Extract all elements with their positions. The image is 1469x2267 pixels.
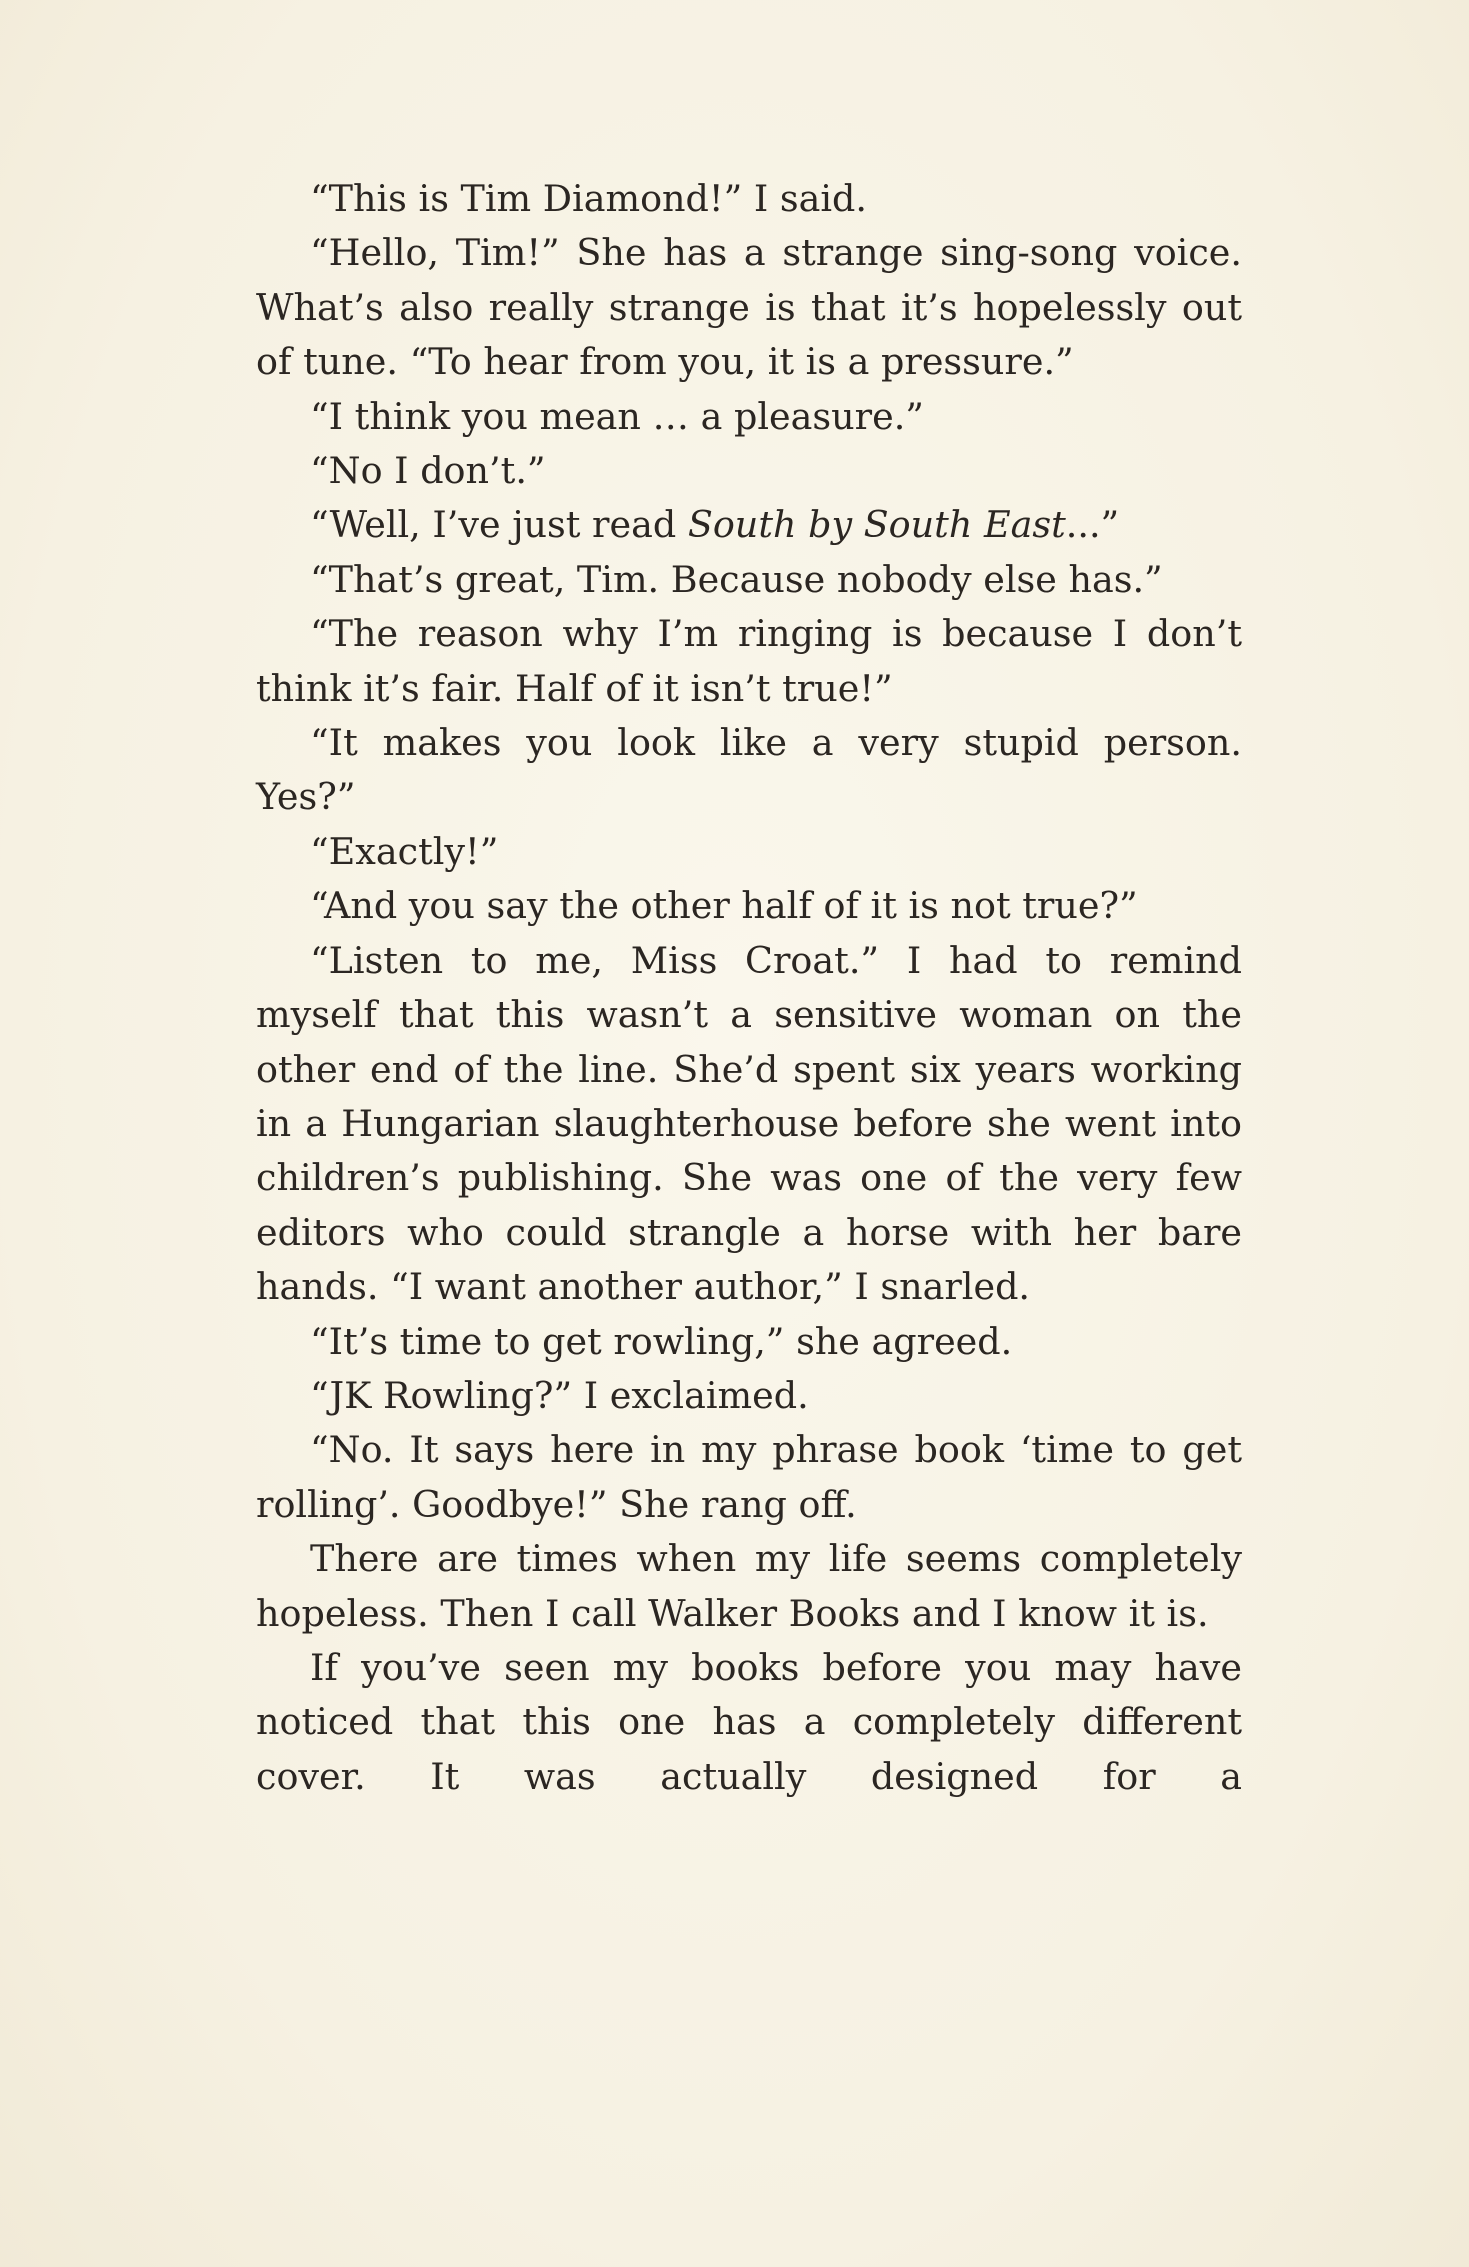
body-text bbox=[256, 172, 1242, 1804]
paragraph: If you’ve seen my books before you may have noticed that this one has a completely different cover. It was actually designed for a bbox=[256, 1645, 1242, 1798]
paragraph: “Hello, Tim!” She has a strange sing-song voice. What’s also really strange is that it’s hopelessly out of tune. “To hear from you, it is a pressure.” bbox=[256, 231, 1242, 384]
paragraph: “Exactly!” bbox=[310, 829, 499, 873]
paragraph: “That’s great, Tim. Because nobody else has.” bbox=[310, 557, 1163, 601]
paragraph: “This is Tim Diamond!” I said. bbox=[310, 177, 867, 220]
paragraph: “It makes you look like a very stupid person. Yes?” bbox=[256, 721, 1242, 819]
book-title: South by South East bbox=[687, 503, 1066, 547]
paragraph bbox=[256, 498, 1242, 552]
paragraph: “JK Rowling?” I exclaimed. bbox=[310, 1373, 809, 1417]
paragraph: “The reason why I’m ringing is because I don’t think it’s fair. Half of it isn’t true!” bbox=[256, 612, 1242, 710]
paragraph: “Listen to me, Miss Croat.” I had to remind myself that this wasn’t a sensitive woman on the other end of the line. She’d spent six years working in a Hungarian slaughterhouse before she went into children’s publishing. She was one of the very few editors who could strangle a horse with her bare hands. “I want another author,” I snarled. bbox=[256, 938, 1242, 1309]
paragraph: “No. It says here in my phrase book ‘time to get rolling’. Goodbye!” She rang off. bbox=[256, 1428, 1242, 1526]
paragraph: There are times when my life seems completely hopeless. Then I call Walker Books and I know it is. bbox=[256, 1537, 1242, 1635]
paragraph: “No I don’t.” bbox=[310, 449, 546, 493]
paragraph: “I think you mean … a pleasure.” bbox=[310, 394, 924, 438]
paragraph-text: ...” bbox=[1065, 503, 1120, 547]
paragraph: “It’s time to get rowling,” she agreed. bbox=[310, 1319, 1013, 1363]
paragraph: “And you say the other half of it is not true?” bbox=[310, 884, 1138, 928]
paragraph-text: “Well, I’ve just read bbox=[310, 503, 688, 547]
